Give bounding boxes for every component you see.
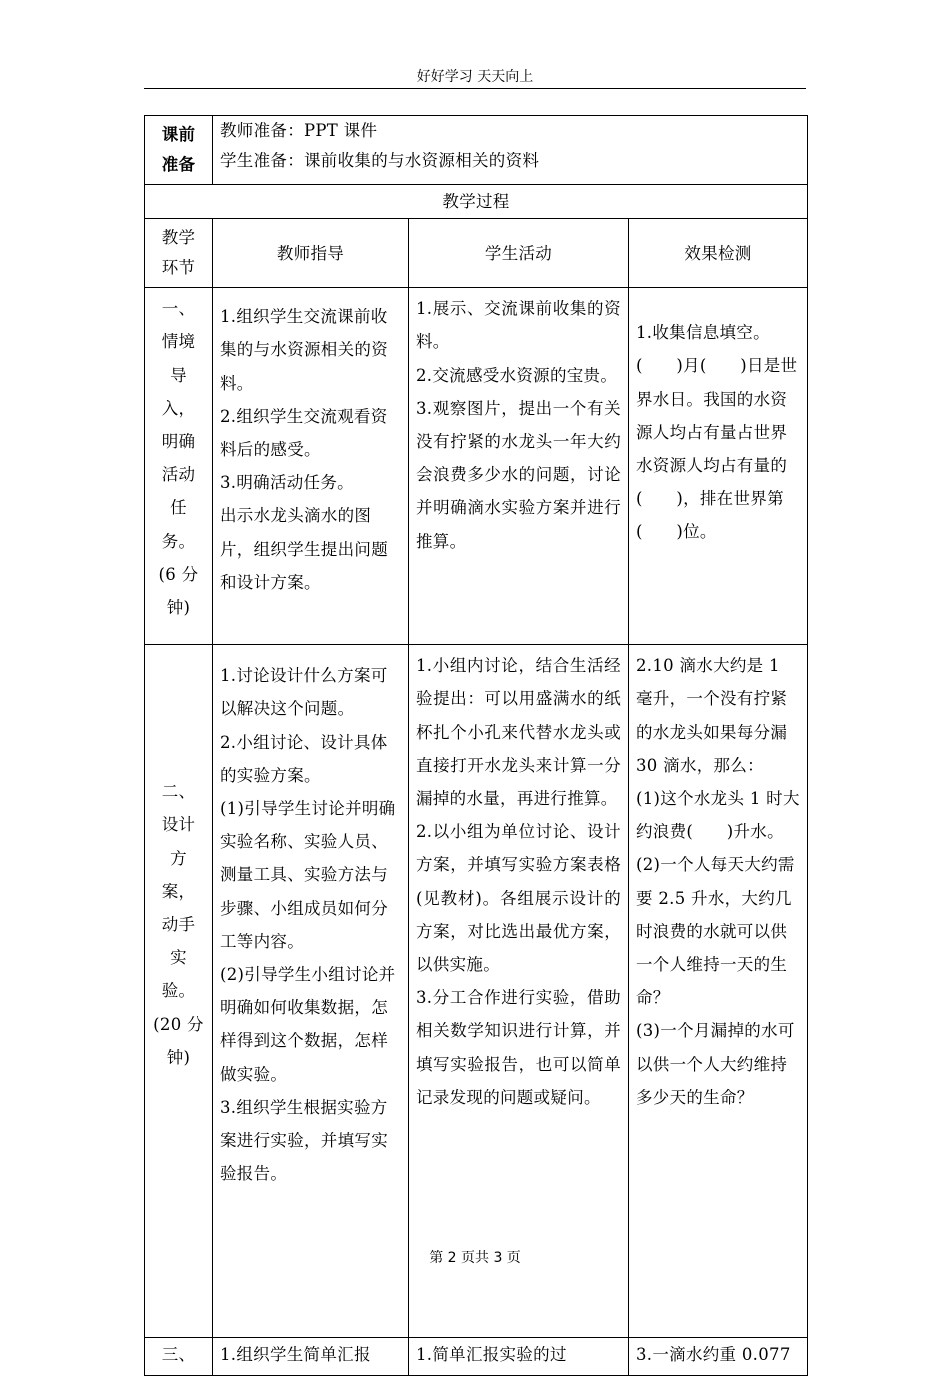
effect-check: 3.一滴水约重 0.077 <box>629 1338 808 1376</box>
process-title-row <box>145 185 808 219</box>
student-activity: 1.展示、交流课前收集的资料。 2.交流感受水资源的宝贵。 3.观察图片，提出一个有关没有拧紧的水龙头一年大约会浪费多少水的问题，讨论并明确滴水实验方案并进行推算。 <box>409 288 629 645</box>
prep-label: 课前 准备 <box>145 116 213 185</box>
lesson-plan-table <box>144 115 808 1376</box>
col-student: 学生活动 <box>409 219 629 288</box>
effect-check: 2.10 滴水大约是 1 毫升，一个没有拧紧的水龙头如果每分漏 30 滴水，那么： (1)这个水龙头 1 时大约浪费( )升水。 (2)一个人每天大约需要 2.5 升水，大约几时浪费的水就可以供一个人维持一天的生命？ (3)一个月漏掉的水可以供一个人大约维持多少天的生命？ <box>629 645 808 1338</box>
stage-cell: 三、 <box>145 1338 213 1376</box>
teacher-guidance: 1.组织学生交流课前收集的与水资源相关的资料。 2.组织学生交流观看资料后的感受。 3.明确活动任务。 出示水龙头滴水的图片，组织学生提出问题和设计方案。 <box>213 288 409 645</box>
prep-row <box>145 116 808 185</box>
stage-cell: 一、 情境 导 入， 明确 活动 任 务。 (6 分 钟) <box>145 288 213 645</box>
page-footer: 第 2 页共 3 页 <box>429 1250 521 1266</box>
teacher-guidance: 1.讨论设计什么方案可以解决这个问题。 2.小组讨论、设计具体的实验方案。 (1)引导学生讨论并明确实验名称、实验人员、测量工具、实验方法与步骤、小组成员如何分工等内容。 (2)引导学生小组讨论并明确如何收集数据，怎样得到这个数据，怎样做实验。 3.组织学生根据实验方案进行实验，并填写实验报告。 <box>213 645 409 1338</box>
student-prep: 学生准备：课前收集的与水资源相关的资料 <box>220 151 540 170</box>
col-check: 效果检测 <box>629 219 808 288</box>
prep-content <box>213 116 808 185</box>
student-activity: 1.小组内讨论，结合生活经验提出：可以用盛满水的纸杯扎个小孔来代替水龙头或直接打开水龙头来计算一分漏掉的水量，再进行推算。 2.以小组为单位讨论、设计方案，并填写实验方案表格(见教材)。各组展示设计的方案，对比选出最优方案，以供实施。 3.分工合作进行实验，借助相关数学知识进行计算，并填写实验报告，也可以简单记录发现的问题或疑问。 <box>409 645 629 1338</box>
teacher-prep: 教师准备：PPT 课件 <box>220 121 378 140</box>
page-header: 好好学习 天天向上 <box>144 66 806 89</box>
process-title: 教学过程 <box>145 185 808 219</box>
col-stage: 教学 环节 <box>145 219 213 288</box>
section-row <box>145 1338 808 1376</box>
section-row <box>145 288 808 645</box>
section-row <box>145 645 808 1338</box>
teacher-guidance: 1.组织学生简单汇报 <box>213 1338 409 1376</box>
stage-cell: 二、 设计 方 案， 动手 实 验。 (20 分 钟) <box>145 645 213 1338</box>
effect-check: 1.收集信息填空。 ( )月( )日是世界水日。我国的水资源人均占有量占世界水资源人均占有量的( )，排在世界第( )位。 <box>629 288 808 645</box>
column-header-row <box>145 219 808 288</box>
student-activity: 1.简单汇报实验的过 <box>409 1338 629 1376</box>
col-teacher: 教师指导 <box>213 219 409 288</box>
